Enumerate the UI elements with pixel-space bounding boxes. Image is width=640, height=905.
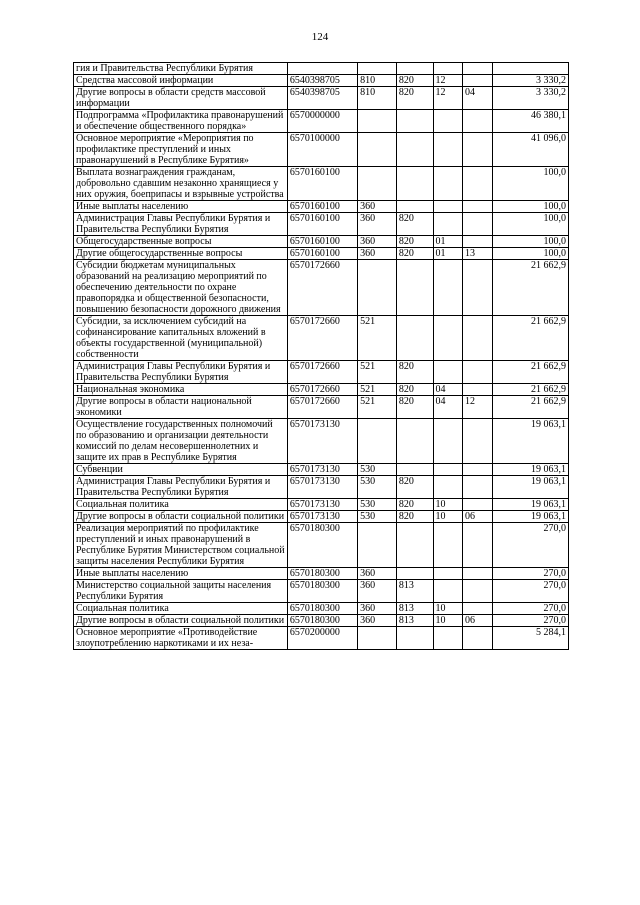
budget-holder-cell xyxy=(396,627,433,650)
row-name-cell: Основное мероприятие «Противодействие злоупотреблению наркотиками и их неза- xyxy=(74,627,288,650)
target-article-cell: 6570172660 xyxy=(287,260,357,316)
target-article-cell: 6570172660 xyxy=(287,361,357,384)
table-row xyxy=(74,511,569,523)
amount-cell: 21 662,9 xyxy=(492,396,568,419)
row-name-cell: Другие вопросы в области социальной политики xyxy=(74,511,288,523)
section-cell: 10 xyxy=(433,499,463,511)
row-name-cell: Выплата вознаграждения гражданам, добровольно сдавшим незаконно хранящиеся у них оружия, боеприпасы и взрывные устройства xyxy=(74,167,288,201)
expense-type-cell: 521 xyxy=(358,384,397,396)
section-cell xyxy=(433,568,463,580)
budget-holder-cell: 813 xyxy=(396,580,433,603)
row-name-cell: Иные выплаты населению xyxy=(74,568,288,580)
expense-type-cell: 530 xyxy=(358,464,397,476)
target-article-cell: 6570160100 xyxy=(287,201,357,213)
expense-type-cell: 521 xyxy=(358,361,397,384)
subsection-cell xyxy=(463,523,493,568)
expense-type-cell: 360 xyxy=(358,213,397,236)
table-row xyxy=(74,87,569,110)
section-cell xyxy=(433,110,463,133)
subsection-cell: 06 xyxy=(463,511,493,523)
table-row xyxy=(74,603,569,615)
row-name-cell: Социальная политика xyxy=(74,499,288,511)
amount-cell: 46 380,1 xyxy=(492,110,568,133)
expense-type-cell: 360 xyxy=(358,568,397,580)
section-cell: 10 xyxy=(433,603,463,615)
budget-holder-cell: 820 xyxy=(396,511,433,523)
expense-type-cell: 810 xyxy=(358,87,397,110)
budget-holder-cell: 820 xyxy=(396,75,433,87)
target-article-cell: 6540398705 xyxy=(287,75,357,87)
row-name-cell: Администрация Главы Республики Бурятия и Правительства Республики Бурятия xyxy=(74,361,288,384)
budget-holder-cell xyxy=(396,419,433,464)
amount-cell: 270,0 xyxy=(492,568,568,580)
table-row xyxy=(74,476,569,499)
section-cell: 12 xyxy=(433,87,463,110)
budget-holder-cell xyxy=(396,464,433,476)
table-row xyxy=(74,499,569,511)
subsection-cell xyxy=(463,568,493,580)
budget-table-body xyxy=(74,63,569,650)
row-name-cell: Администрация Главы Республики Бурятия и Правительства Республики Бурятия xyxy=(74,213,288,236)
row-name-cell: Субсидии, за исключением субсидий на софинансирование капитальных вложений в объекты государственной (муниципальной) собственности xyxy=(74,316,288,361)
budget-holder-cell xyxy=(396,568,433,580)
budget-holder-cell: 820 xyxy=(396,499,433,511)
section-cell xyxy=(433,316,463,361)
section-cell: 12 xyxy=(433,75,463,87)
table-row xyxy=(74,568,569,580)
budget-holder-cell: 820 xyxy=(396,361,433,384)
subsection-cell xyxy=(463,476,493,499)
table-row xyxy=(74,75,569,87)
expense-type-cell: 810 xyxy=(358,75,397,87)
expense-type-cell xyxy=(358,167,397,201)
section-cell xyxy=(433,260,463,316)
target-article-cell: 6570160100 xyxy=(287,167,357,201)
table-row xyxy=(74,248,569,260)
amount-cell: 19 063,1 xyxy=(492,464,568,476)
subsection-cell xyxy=(463,419,493,464)
expense-type-cell xyxy=(358,523,397,568)
subsection-cell xyxy=(463,260,493,316)
budget-holder-cell xyxy=(396,63,433,75)
amount-cell: 19 063,1 xyxy=(492,419,568,464)
row-name-cell: Социальная политика xyxy=(74,603,288,615)
row-name-cell: Министерство социальной защиты населения Республики Бурятия xyxy=(74,580,288,603)
expense-type-cell xyxy=(358,63,397,75)
budget-holder-cell: 813 xyxy=(396,603,433,615)
target-article-cell: 6570172660 xyxy=(287,316,357,361)
subsection-cell xyxy=(463,499,493,511)
amount-cell: 270,0 xyxy=(492,523,568,568)
amount-cell: 100,0 xyxy=(492,213,568,236)
section-cell: 04 xyxy=(433,384,463,396)
target-article-cell: 6570173130 xyxy=(287,499,357,511)
subsection-cell xyxy=(463,236,493,248)
target-article-cell: 6570173130 xyxy=(287,419,357,464)
section-cell: 01 xyxy=(433,236,463,248)
target-article-cell: 6570180300 xyxy=(287,568,357,580)
row-name-cell: Подпрограмма «Профилактика правонарушений и обеспечение общественного порядка» xyxy=(74,110,288,133)
budget-holder-cell xyxy=(396,133,433,167)
subsection-cell xyxy=(463,464,493,476)
budget-holder-cell xyxy=(396,523,433,568)
subsection-cell: 04 xyxy=(463,87,493,110)
row-name-cell: Администрация Главы Республики Бурятия и Правительства Республики Бурятия xyxy=(74,476,288,499)
row-name-cell: Общегосударственные вопросы xyxy=(74,236,288,248)
expense-type-cell: 360 xyxy=(358,603,397,615)
target-article-cell: 6570180300 xyxy=(287,615,357,627)
subsection-cell xyxy=(463,110,493,133)
target-article-cell: 6570160100 xyxy=(287,213,357,236)
subsection-cell: 13 xyxy=(463,248,493,260)
budget-holder-cell xyxy=(396,260,433,316)
amount-cell: 270,0 xyxy=(492,580,568,603)
row-name-cell: Другие вопросы в области социальной политики xyxy=(74,615,288,627)
subsection-cell xyxy=(463,201,493,213)
subsection-cell: 12 xyxy=(463,396,493,419)
amount-cell: 5 284,1 xyxy=(492,627,568,650)
table-row xyxy=(74,627,569,650)
section-cell: 04 xyxy=(433,396,463,419)
subsection-cell xyxy=(463,63,493,75)
target-article-cell: 6570000000 xyxy=(287,110,357,133)
amount-cell: 21 662,9 xyxy=(492,361,568,384)
section-cell xyxy=(433,476,463,499)
subsection-cell xyxy=(463,75,493,87)
table-row xyxy=(74,396,569,419)
expense-type-cell: 360 xyxy=(358,201,397,213)
subsection-cell xyxy=(463,361,493,384)
section-cell xyxy=(433,201,463,213)
expense-type-cell xyxy=(358,260,397,316)
budget-holder-cell xyxy=(396,316,433,361)
target-article-cell: 6570200000 xyxy=(287,627,357,650)
amount-cell: 3 330,2 xyxy=(492,87,568,110)
amount-cell: 100,0 xyxy=(492,236,568,248)
budget-holder-cell xyxy=(396,110,433,133)
amount-cell: 100,0 xyxy=(492,167,568,201)
budget-holder-cell: 820 xyxy=(396,476,433,499)
subsection-cell xyxy=(463,603,493,615)
target-article-cell: 6570160100 xyxy=(287,248,357,260)
amount-cell xyxy=(492,63,568,75)
table-row xyxy=(74,201,569,213)
table-row xyxy=(74,110,569,133)
section-cell xyxy=(433,580,463,603)
expense-type-cell xyxy=(358,419,397,464)
section-cell: 01 xyxy=(433,248,463,260)
section-cell xyxy=(433,464,463,476)
amount-cell: 100,0 xyxy=(492,201,568,213)
target-article-cell xyxy=(287,63,357,75)
subsection-cell: 06 xyxy=(463,615,493,627)
row-name-cell: Национальная экономика xyxy=(74,384,288,396)
section-cell xyxy=(433,361,463,384)
table-row xyxy=(74,361,569,384)
subsection-cell xyxy=(463,384,493,396)
amount-cell: 21 662,9 xyxy=(492,316,568,361)
table-row xyxy=(74,167,569,201)
section-cell xyxy=(433,627,463,650)
target-article-cell: 6570172660 xyxy=(287,396,357,419)
amount-cell: 21 662,9 xyxy=(492,260,568,316)
target-article-cell: 6570180300 xyxy=(287,603,357,615)
subsection-cell xyxy=(463,627,493,650)
table-row xyxy=(74,63,569,75)
subsection-cell xyxy=(463,133,493,167)
table-row xyxy=(74,213,569,236)
row-name-cell: Реализация мероприятий по профилактике преступлений и иных правонарушений в Республике Бурятия Министерством социальной защиты населения Республики Бурятия xyxy=(74,523,288,568)
page-number: 124 xyxy=(311,31,329,43)
expense-type-cell: 530 xyxy=(358,499,397,511)
amount-cell: 270,0 xyxy=(492,603,568,615)
amount-cell: 21 662,9 xyxy=(492,384,568,396)
table-row xyxy=(74,316,569,361)
target-article-cell: 6570172660 xyxy=(287,384,357,396)
budget-holder-cell: 820 xyxy=(396,248,433,260)
row-name-cell: Субсидии бюджетам муниципальных образований на реализацию мероприятий по обеспечению деятельности по охране правопорядка и общественной безопасности, повышению безопасности дорожного движения xyxy=(74,260,288,316)
target-article-cell: 6570173130 xyxy=(287,464,357,476)
row-name-cell: Другие вопросы в области национальной экономики xyxy=(74,396,288,419)
target-article-cell: 6570173130 xyxy=(287,476,357,499)
subsection-cell xyxy=(463,580,493,603)
table-row xyxy=(74,133,569,167)
budget-holder-cell: 820 xyxy=(396,213,433,236)
subsection-cell xyxy=(463,167,493,201)
amount-cell: 19 063,1 xyxy=(492,476,568,499)
section-cell xyxy=(433,63,463,75)
expense-type-cell xyxy=(358,133,397,167)
amount-cell: 19 063,1 xyxy=(492,511,568,523)
section-cell xyxy=(433,213,463,236)
target-article-cell: 6570160100 xyxy=(287,236,357,248)
row-name-cell: Другие вопросы в области средств массовой информации xyxy=(74,87,288,110)
section-cell xyxy=(433,167,463,201)
row-name-cell: Средства массовой информации xyxy=(74,75,288,87)
table-row xyxy=(74,464,569,476)
budget-table xyxy=(73,62,569,650)
subsection-cell xyxy=(463,213,493,236)
expense-type-cell xyxy=(358,110,397,133)
budget-holder-cell: 813 xyxy=(396,615,433,627)
target-article-cell: 6570100000 xyxy=(287,133,357,167)
expense-type-cell: 360 xyxy=(358,615,397,627)
table-row xyxy=(74,419,569,464)
expense-type-cell: 360 xyxy=(358,248,397,260)
expense-type-cell xyxy=(358,627,397,650)
expense-type-cell: 521 xyxy=(358,396,397,419)
subsection-cell xyxy=(463,316,493,361)
section-cell xyxy=(433,133,463,167)
row-name-cell: Иные выплаты населению xyxy=(74,201,288,213)
amount-cell: 19 063,1 xyxy=(492,499,568,511)
expense-type-cell: 360 xyxy=(358,236,397,248)
row-name-cell: гия и Правительства Республики Бурятия xyxy=(74,63,288,75)
budget-holder-cell: 820 xyxy=(396,236,433,248)
row-name-cell: Основное мероприятие «Мероприятия по профилактике преступлений и иных правонарушений в Республике Бурятия» xyxy=(74,133,288,167)
table-row xyxy=(74,580,569,603)
section-cell: 10 xyxy=(433,511,463,523)
row-name-cell: Другие общегосударственные вопросы xyxy=(74,248,288,260)
budget-holder-cell: 820 xyxy=(396,396,433,419)
target-article-cell: 6570173130 xyxy=(287,511,357,523)
expense-type-cell: 530 xyxy=(358,511,397,523)
table-row xyxy=(74,236,569,248)
expense-type-cell: 530 xyxy=(358,476,397,499)
expense-type-cell: 521 xyxy=(358,316,397,361)
row-name-cell: Осуществление государственных полномочий по образованию и организации деятельности комиссий по делам несовершеннолетних и защите их прав в Республике Бурятия xyxy=(74,419,288,464)
target-article-cell: 6540398705 xyxy=(287,87,357,110)
budget-holder-cell: 820 xyxy=(396,384,433,396)
section-cell xyxy=(433,419,463,464)
expense-type-cell: 360 xyxy=(358,580,397,603)
budget-holder-cell xyxy=(396,201,433,213)
amount-cell: 100,0 xyxy=(492,248,568,260)
target-article-cell: 6570180300 xyxy=(287,580,357,603)
table-row xyxy=(74,260,569,316)
amount-cell: 41 096,0 xyxy=(492,133,568,167)
target-article-cell: 6570180300 xyxy=(287,523,357,568)
amount-cell: 270,0 xyxy=(492,615,568,627)
table-row xyxy=(74,384,569,396)
budget-holder-cell: 820 xyxy=(396,87,433,110)
row-name-cell: Субвенции xyxy=(74,464,288,476)
table-row xyxy=(74,615,569,627)
table-row xyxy=(74,523,569,568)
section-cell xyxy=(433,523,463,568)
budget-holder-cell xyxy=(396,167,433,201)
section-cell: 10 xyxy=(433,615,463,627)
amount-cell: 3 330,2 xyxy=(492,75,568,87)
